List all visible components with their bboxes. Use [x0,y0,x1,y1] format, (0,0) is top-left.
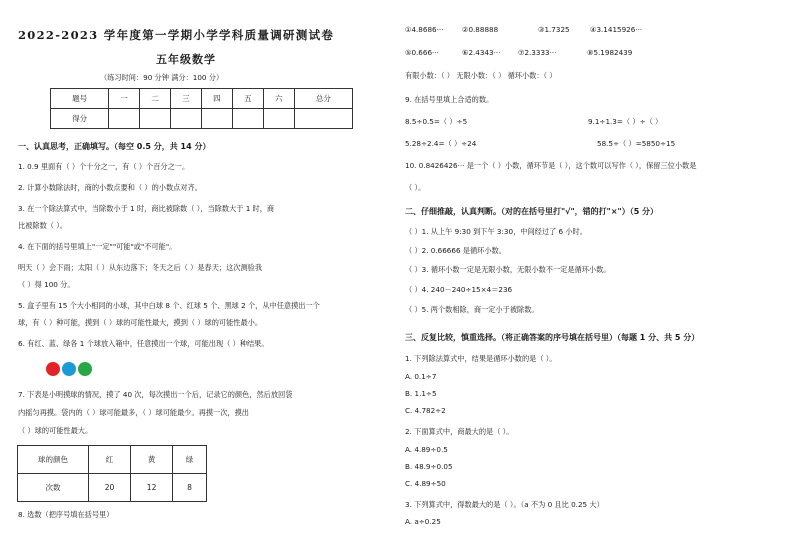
option-4: ④3.1415926··· [590,25,643,34]
question-7-line2: 内摇匀再摸。袋内的（ ）球可能最多，（ ）球可能最少。再摸一次，摸出 [18,408,249,417]
score-cell[interactable] [294,109,352,129]
score-table [50,88,353,129]
choice-option: C. 4.89÷50 [405,479,446,488]
score-header: 题号 [51,89,109,109]
section1-heading: 一、认真思考，正确填写。（每空 0.5 分，共 14 分） [18,142,211,151]
question-9b: 9.1÷1.3=（ ）÷（ ） [588,117,663,126]
judge-item: （ ）2. 0.66666 是循环小数。 [405,246,506,255]
ball-table-header: 黄 [131,446,173,474]
ball-table-header: 球的颜色 [18,446,89,474]
ball-table-label: 次数 [18,474,89,502]
score-header: 六 [263,89,294,109]
question-8: 8. 选数（把序号填在括号里） [18,510,114,519]
choice-option: A. 0.1÷7 [405,372,437,381]
ball-table-header: 红 [89,446,131,474]
score-cell[interactable] [201,109,232,129]
question-3-line2: 比被除数（ ）。 [18,221,67,230]
question-9d: 58.5÷（ ）=5850÷15 [597,139,676,148]
red-ball-icon [46,362,60,376]
ball-table-value: 12 [131,474,173,502]
question-4-line1: 明天（ ）会下雨；太阳（ ）从东边落下；冬天之后（ ）是春天；这次测验我 [18,263,263,272]
score-cell[interactable] [109,109,140,129]
question-9a: 8.5÷0.5=（ ）÷5 [405,117,468,126]
score-header: 二 [140,89,171,109]
choice-option: B. 48.9÷0.05 [405,462,453,471]
question-4: 4. 在下面的括号里填上"一定""可能"或"不可能"。 [18,242,177,251]
option-7: ⑦2.3333··· [518,48,557,57]
judge-item: （ ）3. 循环小数一定是无限小数，无限小数不一定是循环小数。 [405,265,611,274]
section2-heading: 二、仔细推敲，认真判断。（对的在括号里打"√"，错的打"×"）（5 分） [405,207,659,216]
option-6: ⑥2.4343··· [462,48,501,57]
question-10-line1: 10. 0.8426426··· 是一个（ ）小数，循环节是（ ），这个数可以写作（ ），保留三位小数是 [405,161,697,170]
ball-count-table [17,445,207,502]
score-row-label: 得分 [51,109,109,129]
question-7-line1: 7. 下表是小明摸球的情况，摸了 40 次，每次摸出一个后，记录它的颜色，然后放回袋 [18,390,293,399]
choice-question-3: 3. 下列算式中，得数最大的是（ ）。（a 不为 0 且比 0.25 大） [405,500,604,509]
exam-title: 2022-2023 学年度第一学期小学学科质量调研测试卷 [18,28,335,42]
question-2: 2. 计算小数除法时，商的小数点要和（ ）的小数点对齐。 [18,183,202,192]
score-cell[interactable] [232,109,263,129]
score-cell[interactable] [263,109,294,129]
green-ball-icon [78,362,92,376]
choice-question-2: 2. 下面算式中，商最大的是（ ）。 [405,427,514,436]
exam-info: （练习时间：90 分钟 满分：100 分） [100,73,224,82]
question-1: 1. 0.9 里面有（ ）个十分之一，有（ ）个百分之一。 [18,162,190,171]
question-6: 6. 有红、蓝、绿各 1 个球放入箱中，任意摸出一个球，可能出现（ ）种结果。 [18,339,269,348]
option-8: ⑧5.1982439 [587,48,633,57]
ball-table-value: 20 [89,474,131,502]
option-1: ①4.8686··· [405,25,444,34]
score-header: 五 [232,89,263,109]
score-header: 四 [201,89,232,109]
ball-table-header: 绿 [173,446,207,474]
choice-option: A. a÷0.25 [405,517,441,526]
exam-subtitle: 五年级数学 [156,53,216,66]
score-cell[interactable] [171,109,202,129]
classify-line: 有限小数：（ ） 无限小数：（ ） 循环小数：（ ） [405,71,557,80]
score-header: 三 [171,89,202,109]
judge-item: （ ）5. 两个数相除，商一定小于被除数。 [405,305,539,314]
score-header: 总分 [294,89,352,109]
question-5-line2: 球，有（ ）种可能，摸到（ ）球的可能性最大，摸到（ ）球的可能性最小。 [18,318,263,327]
question-4-line2: （ ）得 100 分。 [18,280,75,289]
choice-option: A. 4.89÷0.5 [405,445,448,454]
option-3: ③1.7325 [538,25,570,34]
question-7-line3: （ ）球的可能性最大。 [18,426,93,435]
question-9c: 5.28÷2.4=（ ）÷24 [405,139,477,148]
blue-ball-icon [62,362,76,376]
question-5-line1: 5. 盒子里有 15 个大小相同的小球，其中白球 8 个、红球 5 个、黑球 2 个，从中任意摸出一个 [18,301,320,310]
section3-heading: 三、反复比较，慎重选择。（将正确答案的序号填在括号里）（每题 1 分、共 5 分） [405,333,700,342]
ball-table-value: 8 [173,474,207,502]
score-cell[interactable] [140,109,171,129]
score-header: 一 [109,89,140,109]
question-9: 9. 在括号里填上合适的数。 [405,95,494,104]
question-3-line1: 3. 在一个除法算式中，当除数小于 1 时，商比被除数（ ），当除数大于 1 时，商 [18,204,275,213]
choice-option: B. 1.1÷5 [405,389,437,398]
choice-question-1: 1. 下列除法算式中，结果是循环小数的是（ ）。 [405,354,557,363]
choice-option: C. 4.782÷2 [405,406,446,415]
judge-item: （ ）1. 从上午 9:30 到下午 3:30，中间经过了 6 小时。 [405,227,587,236]
option-5: ⑤0.666··· [405,48,439,57]
question-10-line2: （ ）。 [405,183,426,192]
judge-item: （ ）4. 240－240÷15×4＝236 [405,285,513,294]
option-2: ②0.88888 [462,25,499,34]
